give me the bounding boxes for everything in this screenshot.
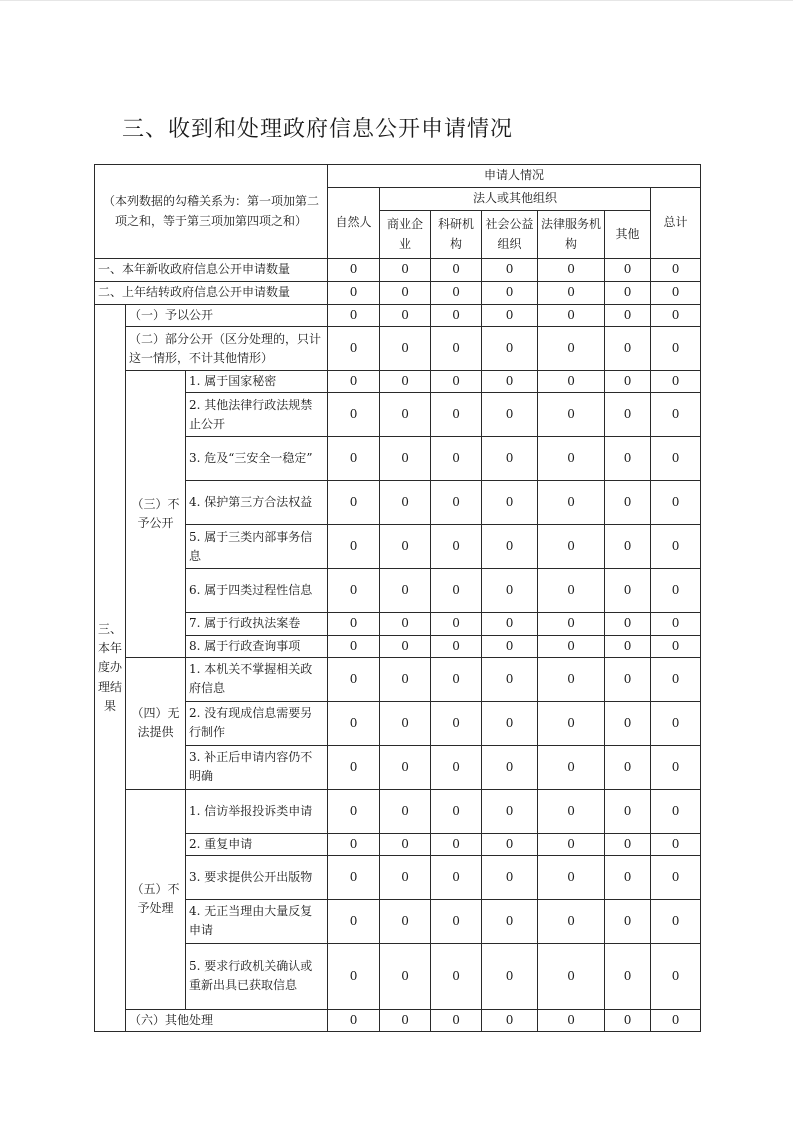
cell-value: 0 (605, 701, 651, 745)
corner-note: （本列数据的勾稽关系为：第一项加第二项之和，等于第三项加第四项之和） (95, 165, 328, 259)
cell-value: 0 (605, 371, 651, 393)
cell-value: 0 (431, 943, 482, 1009)
cell-value: 0 (538, 613, 605, 635)
cell-value: 0 (651, 371, 701, 393)
cell-value: 0 (380, 481, 431, 525)
row-item: 3. 补正后申请内容仍不明确 (186, 745, 328, 789)
cell-value: 0 (651, 745, 701, 789)
cell-value: 0 (538, 657, 605, 701)
cell-value: 0 (651, 282, 701, 305)
cell-value: 0 (538, 943, 605, 1009)
cell-value: 0 (482, 569, 538, 613)
cell-value: 0 (538, 635, 605, 657)
row-new-applications: 一、本年新收政府信息公开申请数量 (95, 259, 328, 282)
group-unable-to-provide: （四）无法提供 (126, 657, 186, 789)
cell-value: 0 (482, 371, 538, 393)
cell-value: 0 (380, 855, 431, 899)
cell-value: 0 (538, 393, 605, 437)
cell-value: 0 (538, 525, 605, 569)
cell-value: 0 (482, 635, 538, 657)
cell-value: 0 (380, 943, 431, 1009)
row-item: 3. 危及“三安全一稳定” (186, 437, 328, 481)
cell-value: 0 (380, 569, 431, 613)
cell-value: 0 (431, 745, 482, 789)
row-carried-over: 二、上年结转政府信息公开申请数量 (95, 282, 328, 305)
cell-value: 0 (538, 701, 605, 745)
cell-value: 0 (380, 327, 431, 371)
cell-value: 0 (482, 393, 538, 437)
header-legal-service: 法律服务机构 (538, 211, 605, 259)
cell-value: 0 (431, 305, 482, 327)
cell-value: 0 (431, 789, 482, 833)
cell-value: 0 (605, 899, 651, 943)
cell-value: 0 (605, 525, 651, 569)
cell-value: 0 (482, 789, 538, 833)
cell-value: 0 (380, 259, 431, 282)
cell-value: 0 (482, 701, 538, 745)
cell-value: 0 (380, 635, 431, 657)
row-item: 4. 保护第三方合法权益 (186, 481, 328, 525)
cell-value: 0 (538, 789, 605, 833)
cell-value: 0 (651, 525, 701, 569)
cell-value: 0 (431, 613, 482, 635)
cell-value: 0 (482, 613, 538, 635)
cell-value: 0 (482, 437, 538, 481)
cell-value: 0 (431, 833, 482, 855)
group-not-disclosed: （三）不予公开 (126, 371, 186, 658)
cell-value: 0 (482, 327, 538, 371)
row-item: 3. 要求提供公开出版物 (186, 855, 328, 899)
cell-value: 0 (651, 943, 701, 1009)
cell-value: 0 (431, 282, 482, 305)
cell-value: 0 (328, 635, 380, 657)
cell-value: 0 (328, 525, 380, 569)
cell-value: 0 (328, 481, 380, 525)
cell-value: 0 (605, 393, 651, 437)
cell-value: 0 (431, 635, 482, 657)
cell-value: 0 (328, 569, 380, 613)
cell-value: 0 (380, 789, 431, 833)
cell-value: 0 (380, 701, 431, 745)
cell-value: 0 (651, 789, 701, 833)
cell-value: 0 (328, 437, 380, 481)
cell-value: 0 (328, 855, 380, 899)
cell-value: 0 (651, 701, 701, 745)
cell-value: 0 (380, 371, 431, 393)
cell-value: 0 (651, 305, 701, 327)
cell-value: 0 (328, 327, 380, 371)
cell-value: 0 (482, 525, 538, 569)
cell-value: 0 (605, 327, 651, 371)
cell-value: 0 (538, 327, 605, 371)
row-item: 4. 无正当理由大量反复申请 (186, 899, 328, 943)
row-item: 6. 属于四类过程性信息 (186, 569, 328, 613)
cell-value: 0 (651, 327, 701, 371)
cell-value: 0 (380, 745, 431, 789)
cell-value: 0 (651, 855, 701, 899)
cell-value: 0 (482, 855, 538, 899)
cell-value: 0 (482, 899, 538, 943)
cell-value: 0 (605, 635, 651, 657)
row-item: 2. 没有现成信息需要另行制作 (186, 701, 328, 745)
header-other: 其他 (605, 211, 651, 259)
cell-value: 0 (605, 259, 651, 282)
cell-value: 0 (380, 833, 431, 855)
cell-value: 0 (380, 437, 431, 481)
row-item: 5. 要求行政机关确认或重新出具已获取信息 (186, 943, 328, 1009)
cell-value: 0 (651, 393, 701, 437)
row-item: 2. 其他法律行政法规禁止公开 (186, 393, 328, 437)
page-title: 三、收到和处理政府信息公开申请情况 (122, 117, 514, 142)
cell-value: 0 (431, 657, 482, 701)
cell-value: 0 (605, 305, 651, 327)
cell-value: 0 (605, 1009, 651, 1031)
cell-value: 0 (482, 282, 538, 305)
row-item: 5. 属于三类内部事务信息 (186, 525, 328, 569)
cell-value: 0 (431, 1009, 482, 1031)
cell-value: 0 (328, 393, 380, 437)
cell-value: 0 (380, 899, 431, 943)
header-commercial: 商业企业 (380, 211, 431, 259)
cell-value: 0 (538, 1009, 605, 1031)
cell-value: 0 (605, 855, 651, 899)
header-natural-person: 自然人 (328, 188, 380, 259)
scan-edge-line (0, 0, 793, 1)
cell-value: 0 (538, 371, 605, 393)
cell-value: 0 (605, 943, 651, 1009)
row-item: 8. 属于行政查询事项 (186, 635, 328, 657)
row-item: 2. 重复申请 (186, 833, 328, 855)
cell-value: 0 (538, 259, 605, 282)
cell-value: 0 (380, 613, 431, 635)
cell-value: 0 (538, 745, 605, 789)
cell-value: 0 (538, 569, 605, 613)
cell-value: 0 (538, 481, 605, 525)
cell-value: 0 (605, 437, 651, 481)
cell-value: 0 (431, 481, 482, 525)
cell-value: 0 (380, 282, 431, 305)
cell-value: 0 (431, 437, 482, 481)
cell-value: 0 (605, 282, 651, 305)
cell-value: 0 (328, 657, 380, 701)
cell-value: 0 (328, 701, 380, 745)
cell-value: 0 (538, 282, 605, 305)
cell-value: 0 (482, 943, 538, 1009)
row-item: 7. 属于行政执法案卷 (186, 613, 328, 635)
row-item: 1. 信访举报投诉类申请 (186, 789, 328, 833)
cell-value: 0 (482, 657, 538, 701)
cell-value: 0 (431, 855, 482, 899)
cell-value: 0 (538, 437, 605, 481)
cell-value: 0 (651, 259, 701, 282)
cell-value: 0 (380, 657, 431, 701)
cell-value: 0 (605, 657, 651, 701)
cell-value: 0 (651, 481, 701, 525)
cell-value: 0 (328, 899, 380, 943)
row-disclosed: （一）予以公开 (126, 305, 328, 327)
cell-value: 0 (482, 745, 538, 789)
cell-value: 0 (380, 393, 431, 437)
cell-value: 0 (328, 833, 380, 855)
row-item: 1. 属于国家秘密 (186, 371, 328, 393)
cell-value: 0 (651, 1009, 701, 1031)
cell-value: 0 (431, 525, 482, 569)
cell-value: 0 (605, 613, 651, 635)
cell-value: 0 (328, 613, 380, 635)
cell-value: 0 (431, 371, 482, 393)
cell-value: 0 (431, 899, 482, 943)
cell-value: 0 (605, 481, 651, 525)
row-item: 1. 本机关不掌握相关政府信息 (186, 657, 328, 701)
cell-value: 0 (328, 745, 380, 789)
cell-value: 0 (431, 569, 482, 613)
cell-value: 0 (651, 613, 701, 635)
cell-value: 0 (651, 635, 701, 657)
row-other-processing: （六）其他处理 (126, 1009, 328, 1031)
cell-value: 0 (431, 327, 482, 371)
cell-value: 0 (538, 305, 605, 327)
header-applicant: 申请人情况 (328, 165, 701, 188)
cell-value: 0 (328, 259, 380, 282)
cell-value: 0 (605, 569, 651, 613)
section-3-label: 三、本年度办理结果 (95, 305, 126, 1032)
cell-value: 0 (328, 943, 380, 1009)
cell-value: 0 (605, 745, 651, 789)
cell-value: 0 (431, 701, 482, 745)
cell-value: 0 (328, 789, 380, 833)
cell-value: 0 (651, 899, 701, 943)
cell-value: 0 (328, 371, 380, 393)
group-not-processed: （五）不予处理 (126, 789, 186, 1009)
cell-value: 0 (482, 833, 538, 855)
cell-value: 0 (482, 305, 538, 327)
cell-value: 0 (482, 259, 538, 282)
cell-value: 0 (605, 833, 651, 855)
cell-value: 0 (380, 305, 431, 327)
cell-value: 0 (431, 259, 482, 282)
header-social: 社会公益组织 (482, 211, 538, 259)
cell-value: 0 (651, 657, 701, 701)
cell-value: 0 (328, 305, 380, 327)
cell-value: 0 (328, 282, 380, 305)
row-partially-disclosed: （二）部分公开（区分处理的，只计这一情形，不计其他情形） (126, 327, 328, 371)
cell-value: 0 (651, 833, 701, 855)
cell-value: 0 (431, 393, 482, 437)
cell-value: 0 (605, 789, 651, 833)
cell-value: 0 (380, 1009, 431, 1031)
cell-value: 0 (538, 855, 605, 899)
application-statistics-table (94, 164, 701, 1032)
cell-value: 0 (380, 525, 431, 569)
cell-value: 0 (538, 833, 605, 855)
cell-value: 0 (651, 569, 701, 613)
cell-value: 0 (538, 899, 605, 943)
cell-value: 0 (651, 437, 701, 481)
header-research: 科研机构 (431, 211, 482, 259)
cell-value: 0 (328, 1009, 380, 1031)
header-total: 总计 (651, 188, 701, 259)
cell-value: 0 (482, 481, 538, 525)
cell-value: 0 (482, 1009, 538, 1031)
header-legal-group: 法人或其他组织 (380, 188, 651, 211)
